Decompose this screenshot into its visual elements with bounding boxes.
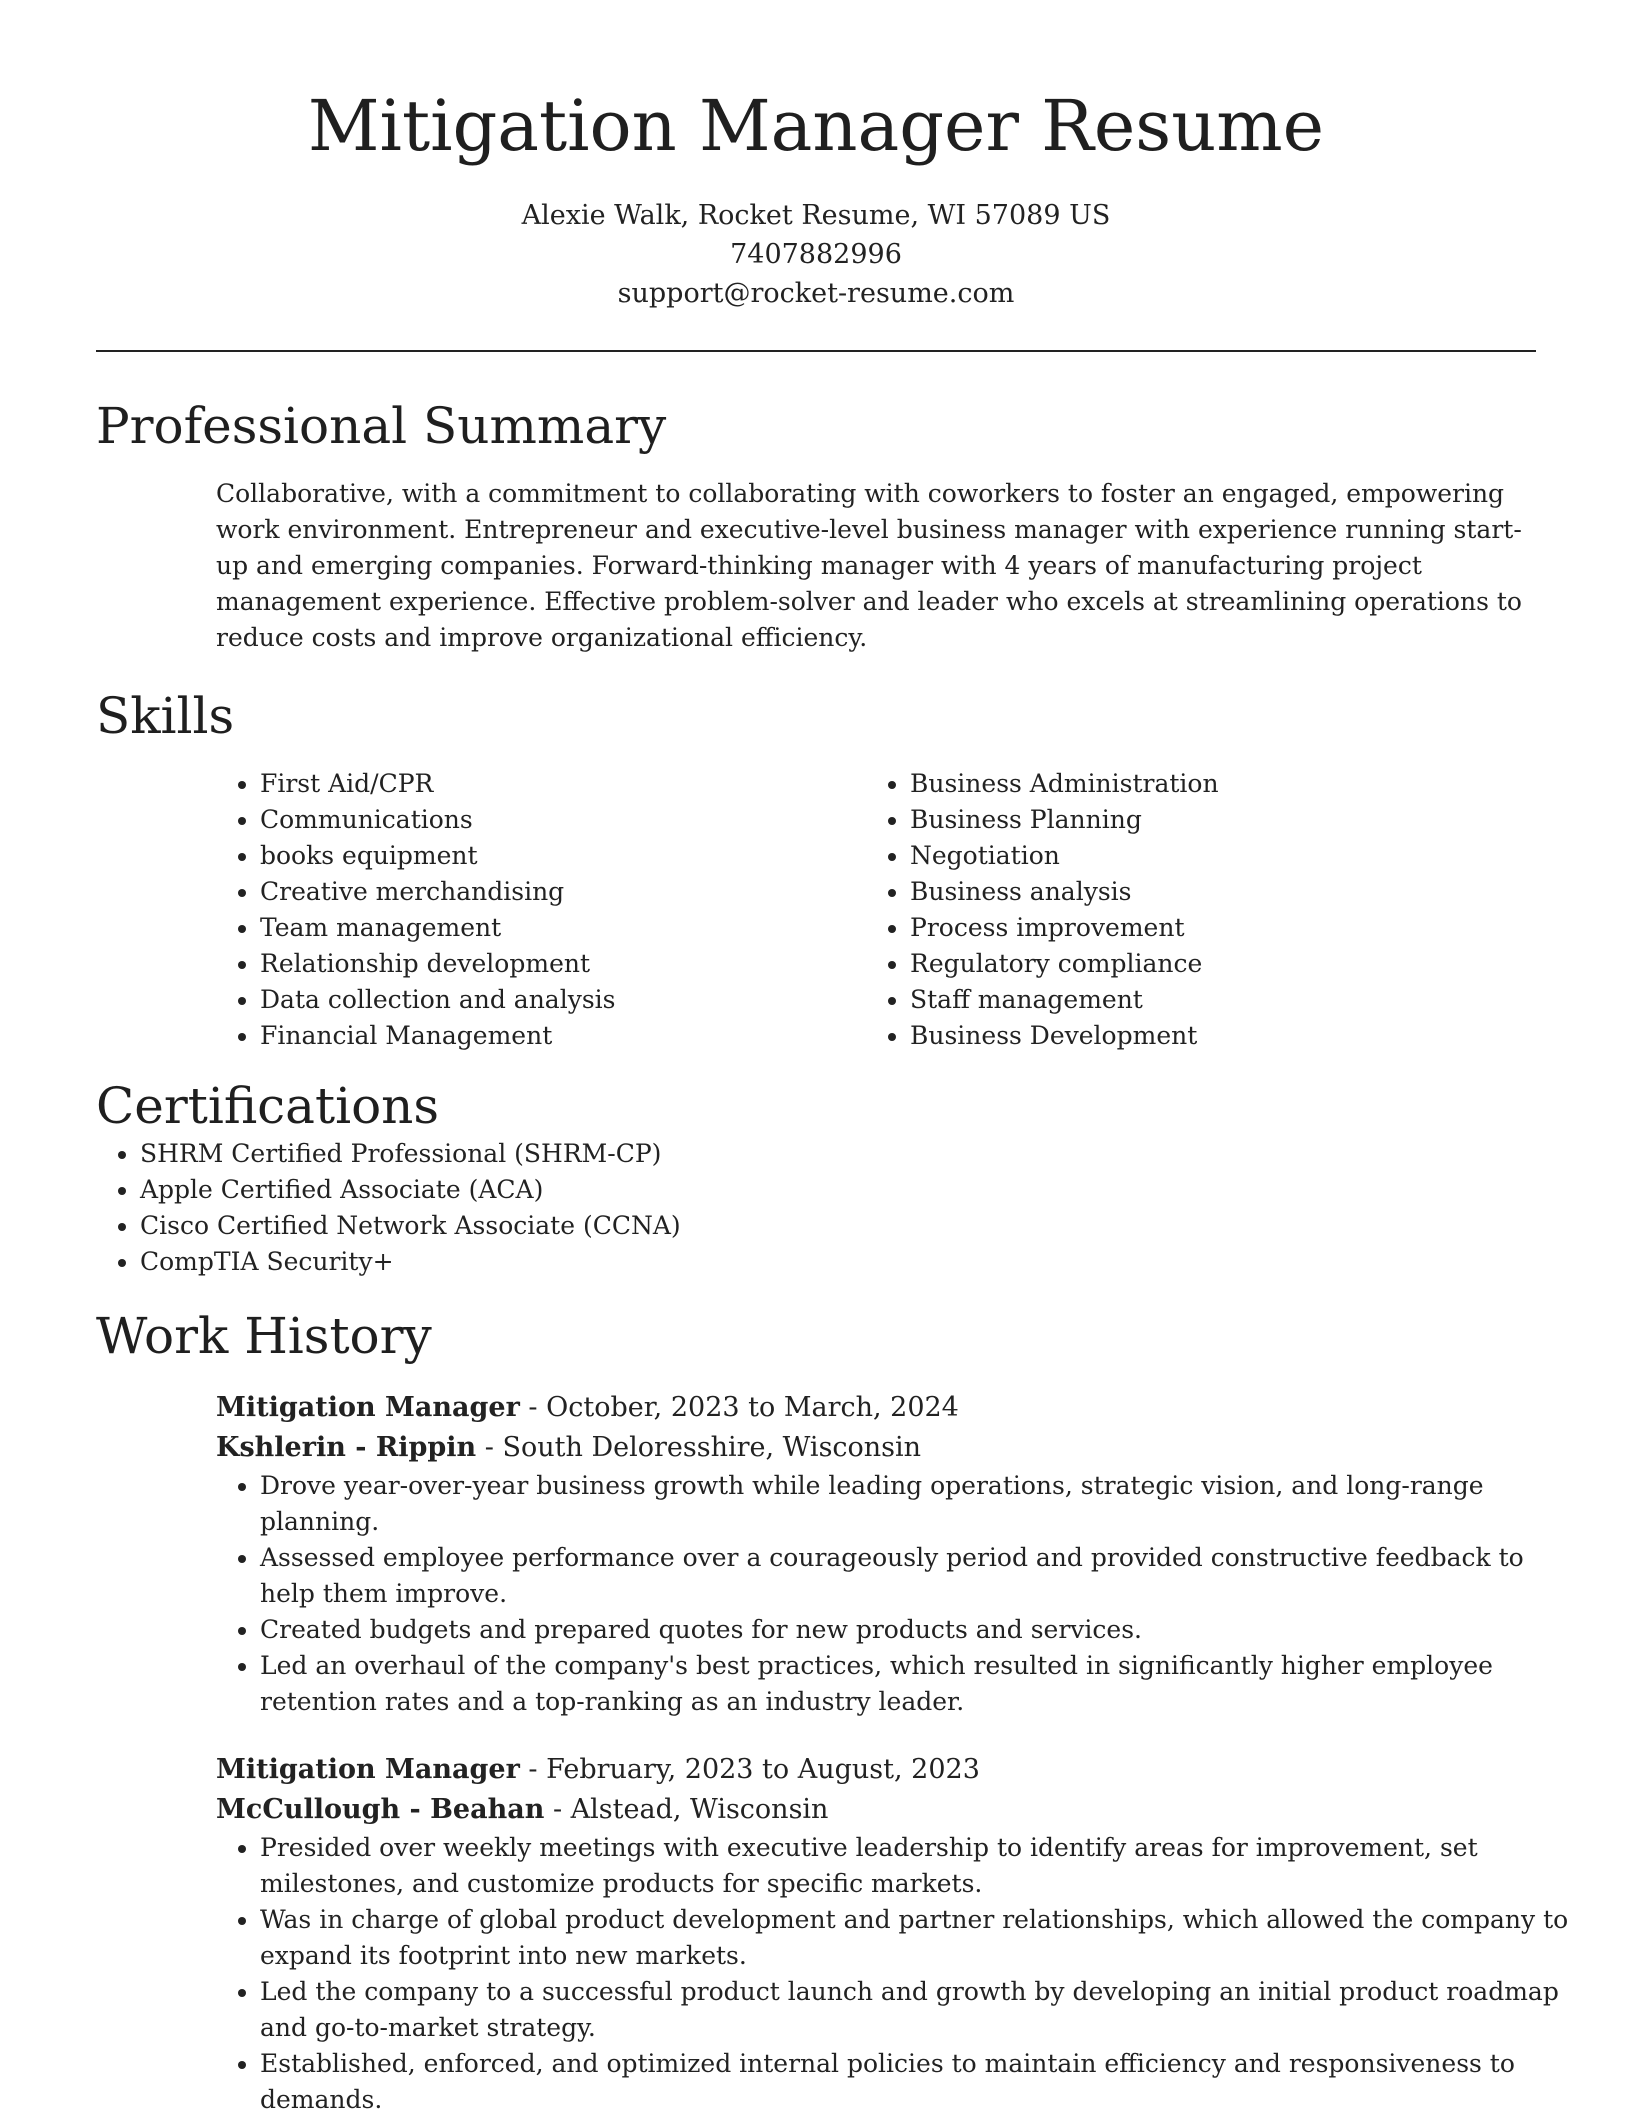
job-dates: October, 2023 to March, 2024 (546, 1392, 959, 1423)
header-divider (96, 350, 1536, 352)
job-company: McCullough - Beahan (216, 1794, 545, 1825)
job-bullets (216, 1468, 1570, 1720)
job-title: Mitigation Manager (216, 1754, 520, 1785)
job-location: South Deloresshire, Wisconsin (502, 1432, 922, 1463)
certifications-section (96, 1076, 1536, 1280)
skills-grid (216, 766, 1536, 1054)
skill-item: • Data collection and analysis (260, 982, 866, 1018)
summary-heading: Professional Summary (96, 397, 667, 455)
job-company-line (216, 1428, 1536, 1468)
job-company-line (216, 1790, 1536, 1830)
job-company: Kshlerin - Rippin (216, 1432, 477, 1463)
certifications-list (96, 1136, 1536, 1280)
job-bullet: • Established, enforced, and optimized internal policies to maintain efficiency and responsiveness to demands. (260, 2046, 1570, 2118)
job-bullet: • Led the company to a successful product launch and growth by developing an initial product roadmap and go-to-market strategy. (260, 1974, 1570, 2046)
skill-item: • Creative merchandising (260, 874, 866, 910)
job-entry (216, 1388, 1536, 1720)
skill-item: • Financial Management (260, 1018, 866, 1054)
job-bullet: • Was in charge of global product development and partner relationships, which allowed the company to expand its footprint into new markets. (260, 1902, 1570, 1974)
skill-item: • books equipment (260, 838, 866, 874)
skill-item: • First Aid/CPR (260, 766, 866, 802)
contact-address: Alexie Walk, Rocket Resume, WI 57089 US (521, 200, 1111, 231)
resume-title: Mitigation Manager Resume (307, 85, 1325, 167)
certifications-heading: Certifications (96, 1077, 440, 1135)
skills-section (96, 686, 1536, 1054)
job-bullet: • Led an overhaul of the company's best practices, which resulted in significantly higher employee retention rates and a top-ranking as an industry leader. (260, 1648, 1570, 1720)
contact-phone: 7407882996 (730, 239, 902, 270)
job-separator: - (476, 1432, 503, 1463)
job-separator: - (519, 1392, 547, 1423)
skills-list-right (866, 766, 1516, 1054)
skill-item: • Business Development (910, 1018, 1516, 1054)
job-entry (216, 1750, 1569, 2118)
skill-item: • Process improvement (910, 910, 1516, 946)
skill-item: • Negotiation (910, 838, 1516, 874)
skill-item: • Communications (260, 802, 866, 838)
skill-item: • Regulatory compliance (910, 946, 1516, 982)
professional-summary-section (96, 396, 1536, 656)
skill-item: • Relationship development (260, 946, 866, 982)
job-bullet: • Presided over weekly meetings with executive leadership to identify areas for improvement, set milestones, and customize products for specific markets. (260, 1830, 1570, 1902)
job-bullet: • Assessed employee performance over a courageously period and provided constructive feedback to help them improve. (260, 1540, 1570, 1612)
job-bullet: • Created budgets and prepared quotes for new products and services. (260, 1612, 1570, 1648)
skill-item: • Business Administration (910, 766, 1516, 802)
skill-item: • Business analysis (910, 874, 1516, 910)
skill-item: • Team management (260, 910, 866, 946)
job-title-line (216, 1388, 1536, 1428)
certification-item: • CompTIA Security+ (140, 1244, 1536, 1280)
job-bullets (216, 1830, 1570, 2118)
job-title: Mitigation Manager (216, 1392, 520, 1423)
job-separator: - (544, 1794, 571, 1825)
certification-item: • Apple Certified Associate (ACA) (140, 1172, 1536, 1208)
certification-item: • SHRM Certified Professional (SHRM-CP) (140, 1136, 1536, 1172)
job-separator: - (519, 1754, 547, 1785)
certification-item: • Cisco Certified Network Associate (CCNA) (140, 1208, 1536, 1244)
resume-header (96, 0, 1536, 313)
skill-item: • Business Planning (910, 802, 1516, 838)
job-title-line (216, 1750, 1536, 1790)
summary-text: Collaborative, with a commitment to collaborating with coworkers to foster an engaged, empowering work environment. Entrepreneur and executive-level business manager with experience running start-up and emerging companies. Forward-thinking manager with 4 years of manufacturing project management experience. Effective problem-solver and leader who excels at streamlining operations to reduce costs and improve organizational efficiency. (216, 479, 1522, 652)
job-dates: February, 2023 to August, 2023 (546, 1754, 980, 1785)
skills-list-left (216, 766, 866, 1054)
skills-heading: Skills (96, 687, 235, 745)
work-history-section (96, 1306, 1569, 2118)
contact-email: support@rocket-resume.com (617, 278, 1015, 309)
skill-item: • Staff management (910, 982, 1516, 1018)
job-location: Alstead, Wisconsin (570, 1794, 829, 1825)
job-bullet: • Drove year-over-year business growth while leading operations, strategic vision, and long-range planning. (260, 1468, 1570, 1540)
work-history-heading: Work History (96, 1307, 432, 1365)
contact-info (96, 196, 1536, 313)
